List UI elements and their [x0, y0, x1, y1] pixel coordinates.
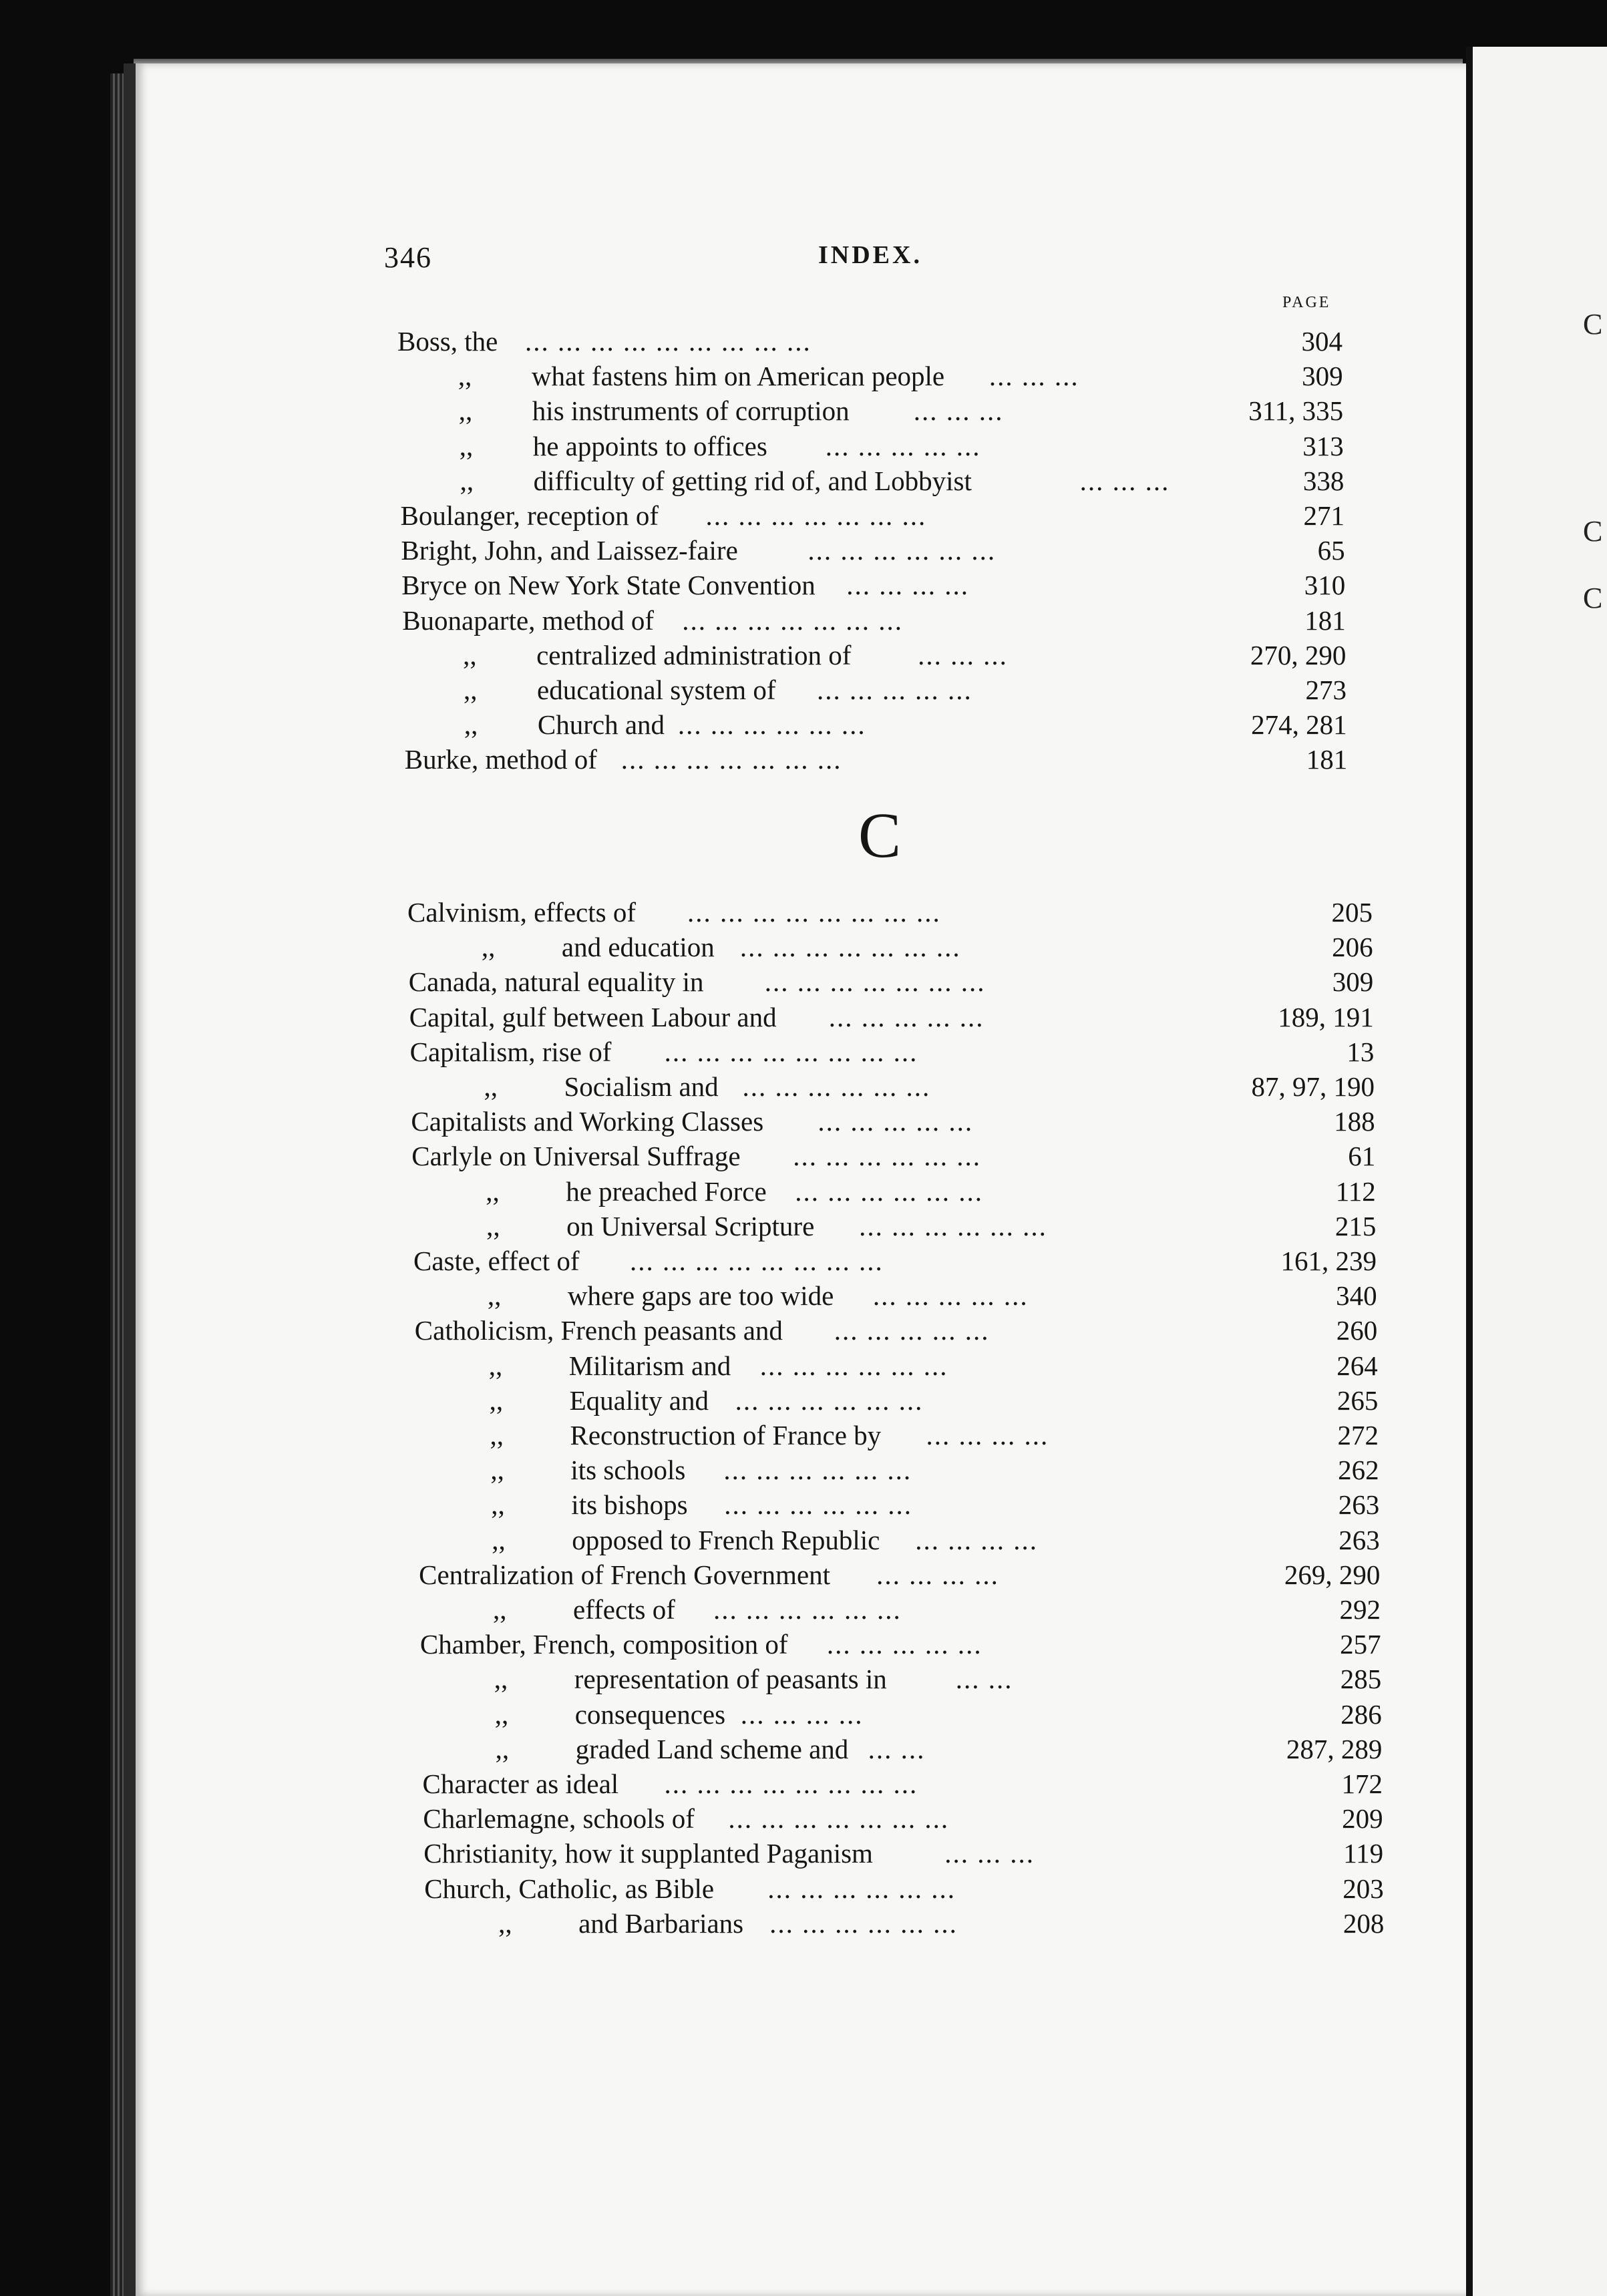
entry-subheading: he preached Force: [566, 1175, 767, 1207]
entry-heading: Charlemagne, schools of: [423, 1803, 695, 1835]
leader-dots: ... ... ... ... ... ...: [742, 1071, 931, 1102]
leader-dots: ... ... ... ... ... ... ... ...: [664, 1036, 918, 1067]
entry-heading: Capitalism, rise of: [409, 1036, 612, 1067]
page-reference: 181: [1304, 604, 1346, 636]
leader-dots: ... ... ... ... ...: [826, 1629, 983, 1660]
entry-subheading: he appoints to offices: [532, 430, 767, 461]
entry-subheading: Church and: [537, 709, 665, 741]
index-entry: [411, 1104, 1375, 1139]
entry-heading: Carlyle on Universal Suffrage: [411, 1141, 741, 1172]
entry-subheading: and education: [561, 932, 715, 963]
entry-subheading: his instruments of corruption: [532, 395, 850, 427]
entry-heading: Boss, the: [397, 326, 498, 357]
page-reference: 172: [1341, 1768, 1383, 1799]
page-reference: 262: [1338, 1455, 1379, 1486]
page-reference: 273: [1305, 675, 1347, 705]
ditto-mark: ,,: [493, 1594, 507, 1625]
page-reference: 257: [1340, 1629, 1381, 1660]
ditto-mark: ,,: [498, 1907, 512, 1939]
page-reference: 112: [1335, 1175, 1376, 1207]
entry-subheading: Reconstruction of France by: [570, 1420, 882, 1451]
page-reference: 304: [1301, 326, 1343, 357]
index-entry: [417, 1418, 1379, 1453]
index-entry: [421, 1662, 1381, 1696]
leader-dots: ... ... ... ...: [846, 570, 970, 601]
leader-dots: ... ...: [955, 1664, 1013, 1695]
ditto-mark: ,,: [481, 932, 496, 963]
entry-heading: Catholicism, French peasants and: [414, 1315, 783, 1346]
entry-subheading: representation of peasants in: [574, 1664, 887, 1695]
leader-dots: ... ... ... ... ... ...: [759, 1350, 948, 1381]
index-entry: [425, 1906, 1384, 1941]
leader-dots: ... ... ... ... ... ... ...: [728, 1803, 950, 1835]
entry-heading: Centralization of French Government: [419, 1559, 831, 1590]
leader-dots: ... ... ... ... ... ...: [859, 1210, 1047, 1241]
index-entry: [423, 1836, 1383, 1871]
index-entry: [413, 1243, 1377, 1278]
entry-heading: Canada, natural equality in: [408, 966, 704, 998]
index-entry: [402, 603, 1346, 638]
leader-dots: ... ... ... ... ... ... ... ... ...: [525, 326, 812, 357]
ditto-mark: ,,: [490, 1455, 504, 1486]
page-reference: 271: [1303, 500, 1345, 531]
index-entry: [407, 895, 1373, 930]
ditto-mark: ,,: [492, 1524, 506, 1555]
page-reference: 287, 289: [1286, 1733, 1383, 1764]
entry-heading: Calvinism, effects of: [407, 897, 636, 928]
index-entry: [418, 1523, 1380, 1557]
entry-heading: Boulanger, reception of: [400, 500, 659, 531]
page-reference: 203: [1343, 1873, 1384, 1904]
leader-dots: ... ... ...: [918, 639, 1008, 671]
ditto-mark: ,,: [463, 639, 477, 671]
page-reference: 286: [1341, 1698, 1382, 1730]
index-entry: [419, 1557, 1380, 1592]
entry-heading: Capitalists and Working Classes: [411, 1106, 764, 1137]
page-reference: 189, 191: [1278, 1001, 1374, 1032]
running-title: INDEX.: [818, 241, 922, 269]
entry-subheading: graded Land scheme and: [575, 1733, 849, 1764]
leader-dots: ... ... ... ...: [876, 1559, 999, 1590]
ditto-mark: ,,: [491, 1489, 505, 1521]
index-entry: [422, 1732, 1383, 1766]
entry-subheading: effects of: [573, 1594, 675, 1625]
page-reference: 215: [1334, 1210, 1377, 1241]
page-reference: 263: [1338, 1524, 1380, 1555]
ditto-mark: ,,: [464, 675, 478, 705]
page-reference: 309: [1302, 361, 1343, 392]
index-entry: [421, 1697, 1382, 1732]
ditto-mark: ,,: [494, 1664, 508, 1695]
page-reference: 61: [1348, 1141, 1376, 1172]
page-reference: 65: [1317, 535, 1345, 566]
page-reference: 311, 335: [1248, 395, 1344, 427]
ditto-mark: ,,: [490, 1420, 504, 1451]
index-entry: [401, 568, 1345, 602]
page-reference: 206: [1332, 932, 1373, 963]
index-entry: [397, 324, 1343, 359]
index-entry: [399, 393, 1343, 428]
index-entry: [423, 1801, 1383, 1836]
index-entry: [410, 1034, 1375, 1069]
entry-heading: Christianity, how it supplanted Paganism: [423, 1838, 873, 1869]
page-reference: 285: [1340, 1664, 1382, 1695]
entry-subheading: Equality and: [569, 1384, 709, 1416]
entry-heading: Bryce on New York State Convention: [401, 570, 816, 601]
index-entry: [411, 1069, 1375, 1104]
leader-dots: ... ... ... ...: [740, 1698, 864, 1730]
leader-dots: ... ... ... ... ...: [817, 675, 972, 705]
entry-subheading: opposed to French Republic: [572, 1524, 880, 1555]
ditto-mark: ,,: [486, 1210, 500, 1241]
leader-dots: ... ... ... ... ... ...: [808, 535, 997, 566]
entry-subheading: educational system of: [537, 675, 776, 705]
page-reference: 265: [1336, 1384, 1379, 1416]
leader-dots: ... ...: [868, 1733, 926, 1764]
leader-dots: ... ... ... ... ... ... ... ...: [630, 1246, 884, 1276]
leader-dots: ... ... ... ... ... ...: [713, 1594, 902, 1625]
entry-subheading: what fastens him on American people: [531, 361, 945, 392]
index-entry: [405, 742, 1347, 777]
ditto-mark: ,,: [488, 1350, 503, 1381]
leader-dots: ... ... ... ... ... ...: [724, 1489, 913, 1521]
page-reference: 310: [1304, 570, 1346, 601]
ditto-mark: ,,: [495, 1733, 510, 1764]
ditto-mark: ,,: [458, 361, 472, 392]
leader-dots: ... ... ...: [913, 395, 1004, 427]
page-reference: 181: [1306, 744, 1348, 775]
entry-subheading: difficulty of getting rid of, and Lobbyist: [533, 465, 972, 496]
entry-subheading: consequences: [574, 1698, 726, 1730]
index-entry: [417, 1453, 1379, 1487]
entry-heading: Church, Catholic, as Bible: [424, 1873, 715, 1904]
index-entry: [416, 1383, 1379, 1418]
entry-heading: Bright, John, and Laissez-faire: [401, 535, 738, 566]
index-entry: [409, 1000, 1374, 1034]
index-entry: [403, 673, 1347, 707]
ditto-mark: ,,: [484, 1071, 498, 1102]
page-reference: 209: [1342, 1803, 1383, 1835]
page-reference: 309: [1332, 966, 1374, 998]
ditto-mark: ,,: [459, 430, 474, 461]
leader-dots: ... ... ... ... ...: [834, 1315, 990, 1346]
index-entry: [409, 964, 1373, 999]
page-reference: 274, 281: [1251, 709, 1347, 741]
entry-subheading: its schools: [570, 1455, 686, 1486]
page-reference: 161, 239: [1280, 1246, 1377, 1276]
leader-dots: ... ... ... ... ...: [818, 1106, 974, 1137]
page-reference: 119: [1343, 1838, 1384, 1869]
facing-page-letter: C: [1583, 515, 1603, 548]
page-reference: 292: [1339, 1594, 1381, 1625]
index-entry: [423, 1766, 1383, 1801]
index-entry: [401, 533, 1345, 568]
leader-dots: ... ... ... ... ... ...: [677, 709, 866, 741]
leader-dots: ... ... ...: [1079, 465, 1170, 496]
entry-heading: Burke, method of: [404, 744, 597, 775]
page-reference: 264: [1336, 1350, 1378, 1381]
index-entry: [413, 1209, 1376, 1243]
leader-dots: ... ... ... ... ...: [828, 1001, 985, 1032]
leader-dots: ... ... ... ... ... ... ... ...: [687, 897, 941, 928]
leader-dots: ... ... ... ... ... ... ...: [764, 966, 986, 998]
leader-dots: ... ... ... ... ...: [872, 1280, 1029, 1312]
index-entry: [411, 1139, 1375, 1173]
page-reference: 270, 290: [1250, 639, 1347, 671]
index-entry: [412, 1174, 1376, 1209]
entry-subheading: its bishops: [571, 1489, 688, 1521]
page-reference: 13: [1347, 1036, 1375, 1067]
leader-dots: ... ... ... ... ...: [825, 430, 981, 461]
leader-dots: ... ... ... ... ... ...: [767, 1873, 956, 1904]
index-entry: [415, 1313, 1377, 1348]
ditto-mark: ,,: [486, 1175, 500, 1207]
leader-dots: ... ... ...: [944, 1838, 1035, 1869]
index-entry: [420, 1627, 1381, 1662]
index-entry: [403, 638, 1346, 673]
page-reference: 340: [1336, 1280, 1377, 1312]
index-entry: [400, 463, 1345, 498]
index-entry: [408, 930, 1373, 964]
page-reference: 87, 97, 190: [1251, 1071, 1375, 1102]
leader-dots: ... ... ... ... ... ... ...: [682, 604, 903, 636]
page-reference: 338: [1302, 465, 1345, 496]
leader-dots: ... ... ... ... ... ...: [735, 1384, 924, 1416]
index-entry: [415, 1348, 1378, 1383]
index-entry: [398, 359, 1343, 393]
page-reference: 208: [1343, 1907, 1385, 1939]
leader-dots: ... ... ... ... ... ... ...: [705, 500, 927, 531]
leader-dots: ... ... ... ... ... ...: [769, 1907, 958, 1939]
leader-dots: ... ... ...: [989, 361, 1079, 392]
ditto-mark: ,,: [494, 1698, 509, 1730]
entry-heading: Character as ideal: [422, 1768, 619, 1799]
index-entry: [404, 707, 1347, 742]
ditto-mark: ,,: [487, 1280, 502, 1312]
leader-dots: ... ... ... ... ... ...: [723, 1455, 912, 1486]
page-column-heading: PAGE: [1282, 294, 1331, 311]
page-reference: 313: [1302, 430, 1344, 461]
facing-page-letter: C: [1583, 582, 1603, 614]
leader-dots: ... ... ... ... ... ... ...: [620, 744, 842, 775]
entry-subheading: Socialism and: [564, 1071, 719, 1102]
index-entry: [419, 1592, 1381, 1627]
entry-heading: Caste, effect of: [413, 1246, 580, 1276]
page-reference: 263: [1338, 1489, 1380, 1521]
ditto-mark: ,,: [489, 1384, 504, 1416]
entry-subheading: where gaps are too wide: [567, 1280, 834, 1312]
index-entry: [401, 498, 1345, 533]
ditto-mark: ,,: [464, 709, 478, 741]
ditto-mark: ,,: [458, 395, 473, 427]
index-entry: [399, 429, 1344, 463]
entry-subheading: on Universal Scripture: [566, 1210, 815, 1241]
leader-dots: ... ... ... ... ... ...: [793, 1141, 982, 1172]
section-letter-heading: C: [858, 799, 902, 871]
entry-heading: Buonaparte, method of: [402, 604, 655, 636]
page-reference: 272: [1337, 1420, 1379, 1451]
page-reference: 269, 290: [1284, 1559, 1381, 1590]
page-reference: 260: [1336, 1315, 1378, 1346]
page-reference: 205: [1331, 897, 1373, 928]
page-reference: 188: [1334, 1106, 1375, 1137]
page-number: 346: [384, 241, 432, 274]
entry-heading: Capital, gulf between Labour and: [409, 1001, 777, 1032]
facing-page-letter: C: [1583, 308, 1603, 341]
leader-dots: ... ... ... ...: [915, 1524, 1038, 1555]
leader-dots: ... ... ... ... ... ... ...: [739, 932, 961, 963]
leader-dots: ... ... ... ...: [926, 1420, 1049, 1451]
entry-subheading: and Barbarians: [578, 1907, 744, 1939]
index-entry: [414, 1278, 1377, 1313]
entry-subheading: Militarism and: [568, 1350, 731, 1381]
leader-dots: ... ... ... ... ... ...: [795, 1175, 983, 1207]
leader-dots: ... ... ... ... ... ... ... ...: [664, 1768, 918, 1799]
entry-subheading: centralized administration of: [536, 639, 852, 671]
entry-heading: Chamber, French, composition of: [419, 1629, 788, 1660]
index-entry: [424, 1871, 1384, 1906]
index-entry: [417, 1487, 1379, 1522]
ditto-mark: ,,: [460, 465, 474, 496]
